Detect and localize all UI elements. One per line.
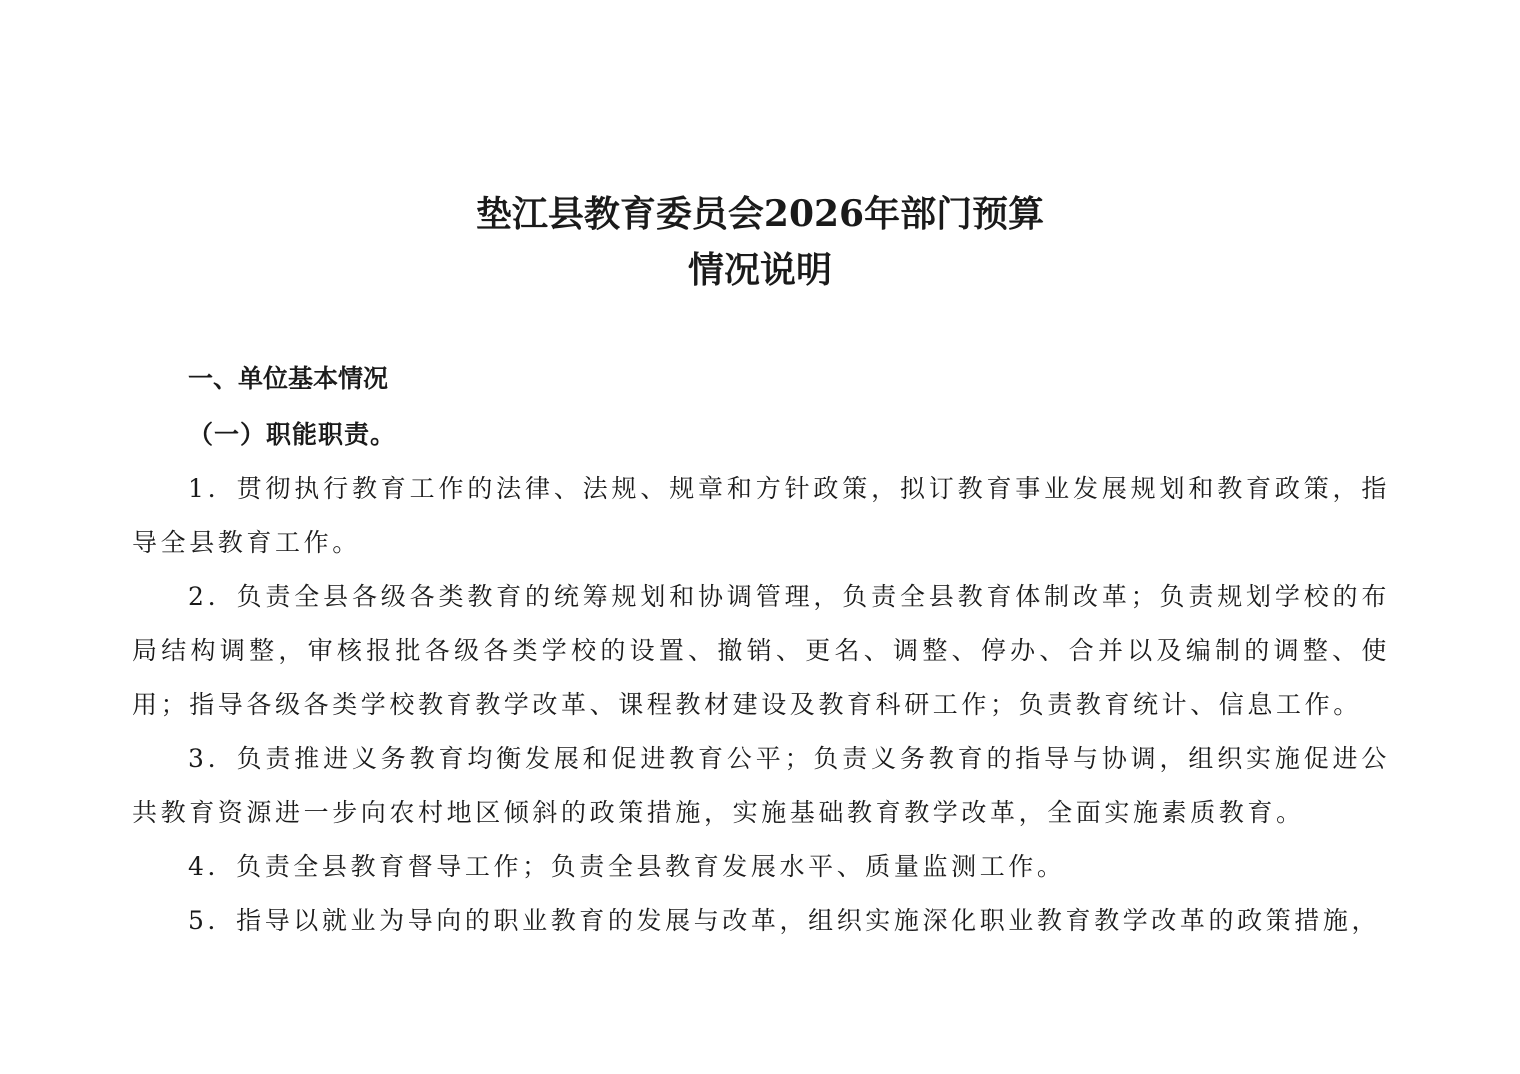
paragraph-5: 5．指导以就业为导向的职业教育的发展与改革，组织实施深化职业教育教学改革的政策措施， (188, 906, 1381, 935)
paragraph-4: 4．负责全县教育督导工作；负责全县教育发展水平、质量监测工作。 (188, 852, 1066, 881)
paragraph-3: 3．负责推进义务教育均衡发展和促进教育公平；负责义务教育的指导与协调，组织实施促进公共教育资源进一步向农村地区倾斜的政策措施，实施基础教育教学改革，全面实施素质教育。 (132, 744, 1390, 827)
paragraph-2: 2．负责全县各级各类教育的统筹规划和协调管理，负责全县教育体制改革；负责规划学校的布局结构调整，审核报批各级各类学校的设置、撤销、更名、调整、停办、合并以及编制的调整、使用；指导各级各类学校教育教学改革、课程教材建设及教育科研工作；负责教育统计、信息工作。 (132, 582, 1390, 719)
document-title-line-2: 情况说明 (687, 249, 832, 291)
subsection-heading: （一）职能职责。 (188, 420, 397, 449)
section-heading: 一、单位基本情况 (188, 364, 389, 393)
body-text (132, 462, 1390, 948)
paragraph-1: 1．贯彻执行教育工作的法律、法规、规章和方针政策，拟订教育事业发展规划和教育政策，指导全县教育工作。 (132, 474, 1390, 557)
document-title-line-1: 垫江县教育委员会2026年部门预算 (475, 193, 1045, 235)
